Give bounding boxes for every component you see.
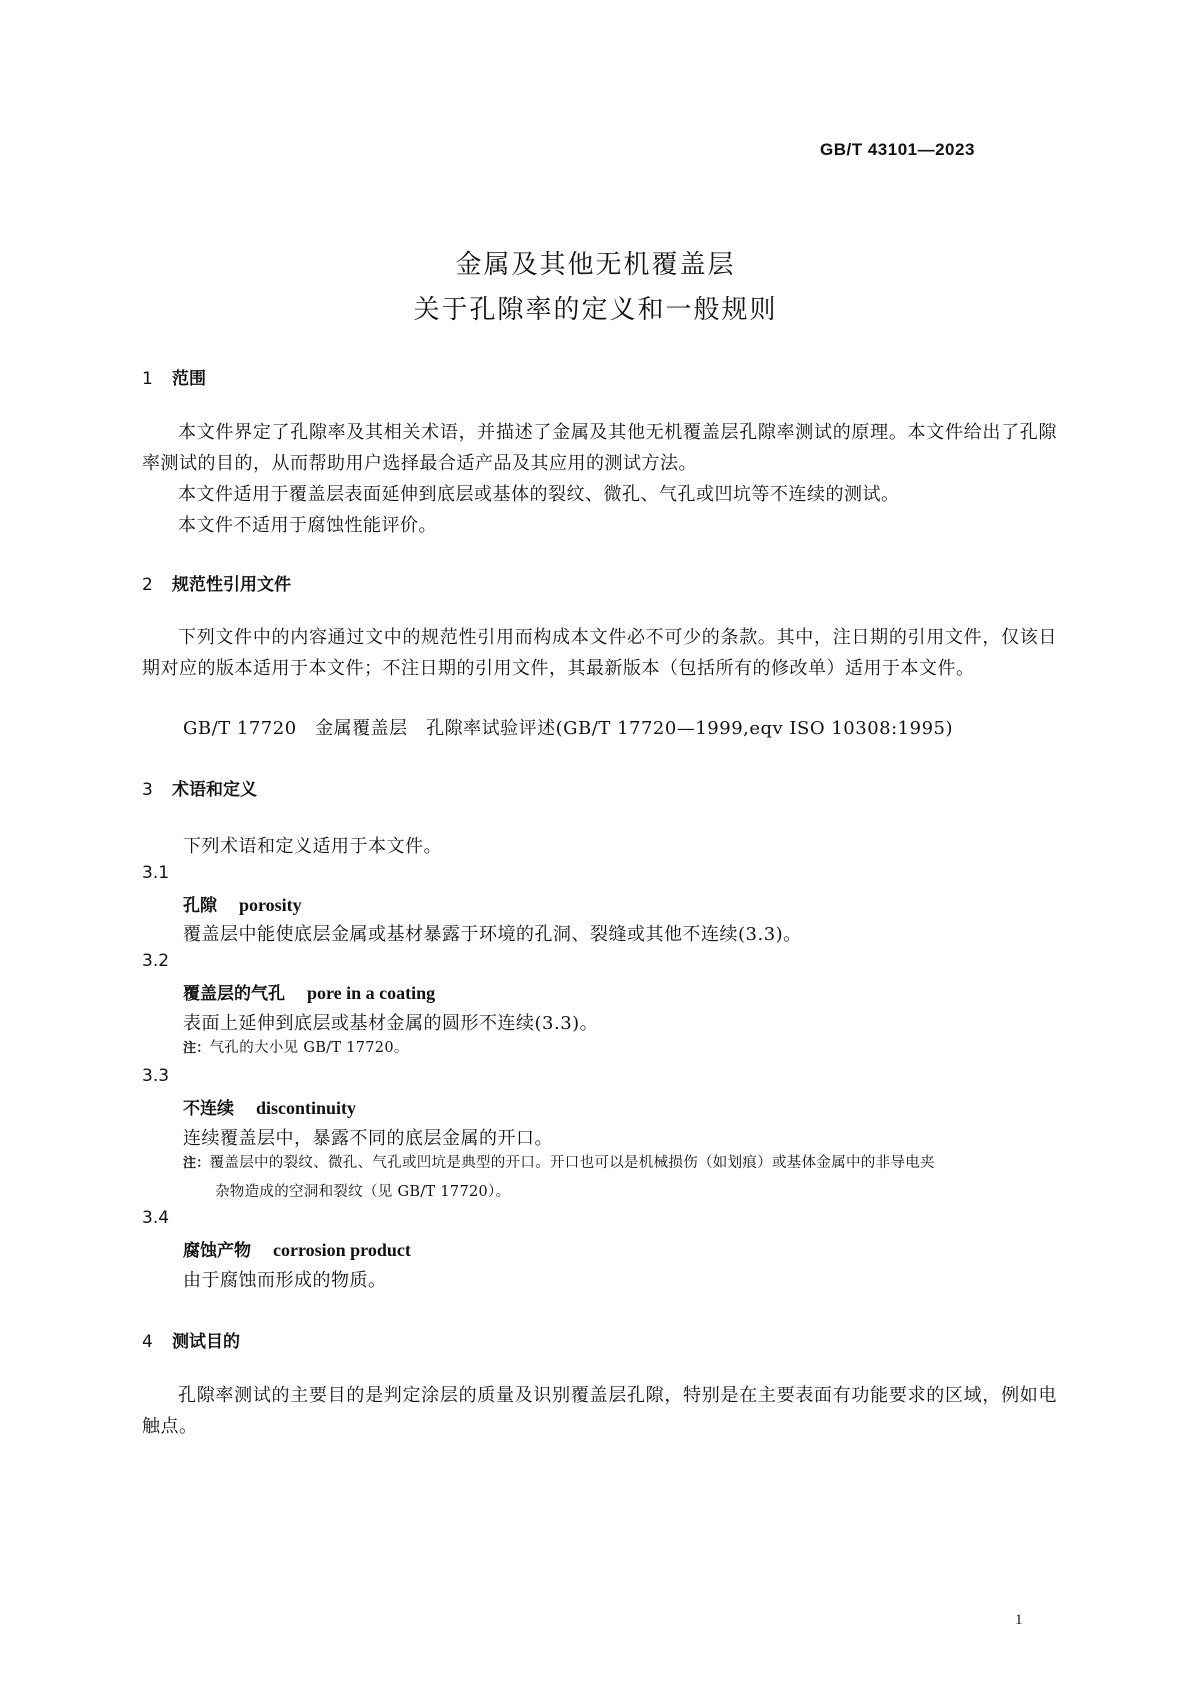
term-number: 3.2	[142, 951, 170, 971]
note-label: 注：	[183, 1041, 210, 1056]
section-number: 2	[142, 575, 153, 595]
term-number: 3.3	[142, 1066, 170, 1086]
section-number: 4	[142, 1332, 153, 1352]
paragraph: 下列术语和定义适用于本文件。	[183, 836, 442, 857]
term-heading	[183, 1236, 411, 1261]
paragraph: 下列文件中的内容通过文中的规范性引用而构成本文件必不可少的条款。其中，注日期的引用文件，仅该日期对应的版本适用于本文件；不注日期的引用文件，其最新版本（包括所有的修改单）适用于本文件。	[142, 627, 1057, 679]
reference-entry: GB/T 17720 金属覆盖层 孔隙率试验评述(GB/T 17720—1999,eqv ISO 10308:1995)	[183, 718, 954, 739]
term-zh: 腐蚀产物	[183, 1241, 251, 1261]
note-label: 注：	[183, 1156, 210, 1171]
title-line-1: 金属及其他无机覆盖层	[455, 250, 736, 280]
section-title: 测试目的	[172, 1332, 240, 1352]
standard-code: GB/T 43101—2023	[820, 140, 975, 159]
term-zh: 不连续	[183, 1099, 234, 1119]
section-title: 范围	[172, 369, 206, 389]
paragraph: 孔隙率测试的主要目的是判定涂层的质量及识别覆盖层孔隙，特别是在主要表面有功能要求的区域，例如电触点。	[142, 1385, 1057, 1437]
term-en: discontinuity	[256, 1098, 357, 1118]
section-title: 规范性引用文件	[172, 575, 291, 595]
section-heading-scope	[142, 364, 206, 389]
title-line-2: 关于孔隙率的定义和一般规则	[413, 295, 778, 325]
page-number: 1	[1015, 1612, 1023, 1628]
term-zh: 覆盖层的气孔	[183, 984, 285, 1004]
term-heading	[183, 891, 302, 916]
paragraph: 本文件界定了孔隙率及其相关术语，并描述了金属及其他无机覆盖层孔隙率测试的原理。本文件给出了孔隙率测试的目的，从而帮助用户选择最合适产品及其应用的测试方法。	[142, 422, 1057, 474]
term-heading	[183, 979, 435, 1004]
section-number: 1	[142, 369, 153, 389]
term-definition: 覆盖层中能使底层金属或基材暴露于环境的孔洞、裂缝或其他不连续(3.3)。	[183, 924, 802, 945]
section-heading-terms-definitions	[142, 775, 257, 800]
term-number: 3.1	[142, 863, 170, 883]
term-heading	[183, 1094, 356, 1119]
term-en: corrosion product	[273, 1240, 411, 1260]
term-definition: 连续覆盖层中，暴露不同的底层金属的开口。	[183, 1128, 553, 1149]
note-text: 覆盖层中的裂纹、微孔、气孔或凹坑是典型的开口。开口也可以是机械损伤（如划痕）或基体金属中的非导电夹	[209, 1155, 935, 1171]
paragraph: 本文件适用于覆盖层表面延伸到底层或基体的裂纹、微孔、气孔或凹坑等不连续的测试。	[178, 484, 900, 505]
section-number: 3	[142, 780, 153, 800]
term-zh: 孔隙	[183, 896, 217, 916]
term-en: pore in a coating	[307, 983, 436, 1003]
section-heading-test-purpose	[142, 1327, 240, 1352]
note-text: 气孔的大小见 GB/T 17720。	[209, 1040, 409, 1056]
note-text-continued: 杂物造成的空洞和裂纹（见 GB/T 17720）。	[215, 1184, 511, 1200]
section-heading-normative-references	[142, 570, 291, 595]
paragraph: 本文件不适用于腐蚀性能评价。	[178, 515, 437, 536]
term-definition: 由于腐蚀而形成的物质。	[183, 1270, 387, 1291]
term-en: porosity	[239, 895, 302, 915]
section-title: 术语和定义	[172, 780, 257, 800]
term-note	[183, 1034, 1058, 1063]
term-number: 3.4	[142, 1208, 170, 1228]
term-note	[183, 1149, 1058, 1206]
term-definition: 表面上延伸到底层或基材金属的圆形不连续(3.3)。	[183, 1013, 599, 1034]
